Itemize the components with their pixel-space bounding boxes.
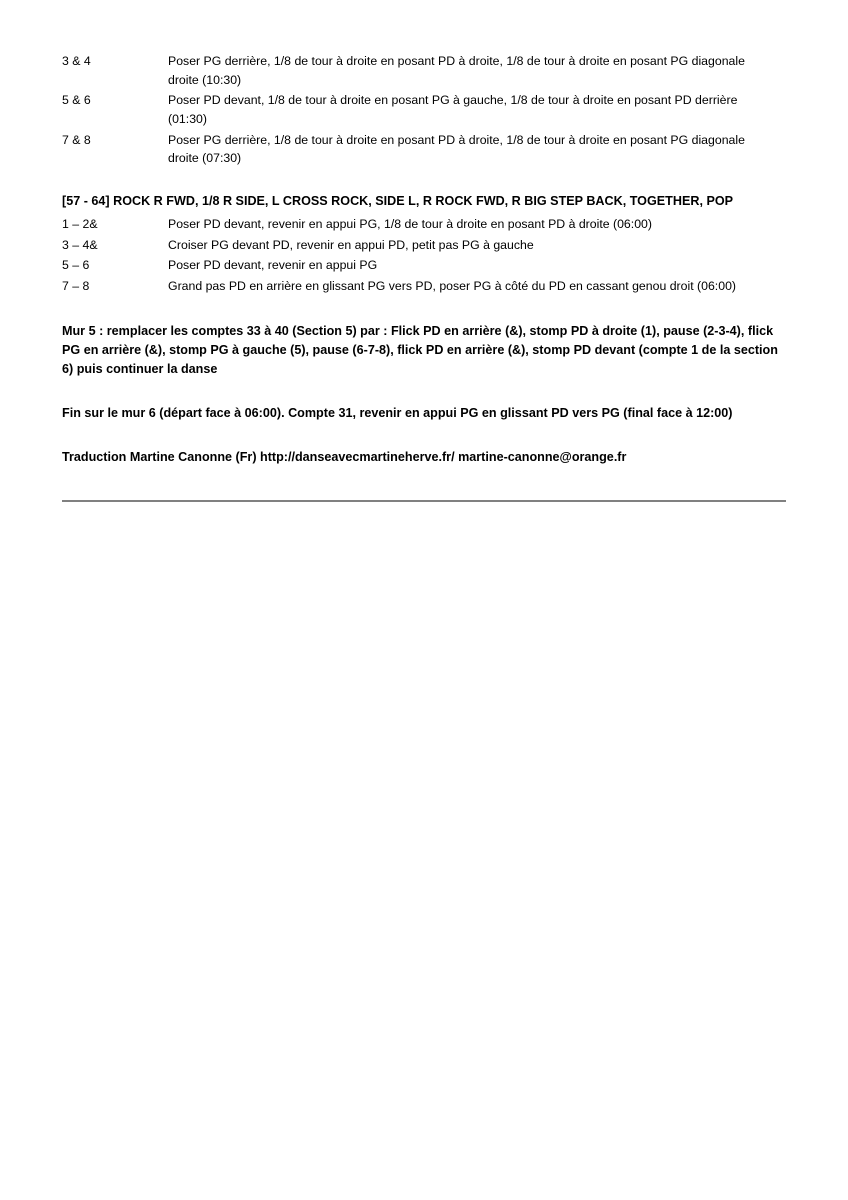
note-ending: Fin sur le mur 6 (départ face à 06:00). Compte 31, revenir en appui PG en glissant PD vers PG (final face à 12:00) <box>62 406 733 421</box>
step-count: 7 & 8 <box>62 132 91 147</box>
table-row <box>62 236 786 257</box>
step-count: 1 – 2& <box>62 217 98 232</box>
table-row <box>62 256 786 277</box>
horizontal-divider <box>62 500 786 502</box>
steps-table-group-1 <box>62 52 786 170</box>
step-count: 7 – 8 <box>62 279 90 294</box>
step-count: 5 – 6 <box>62 258 90 273</box>
step-description: Poser PD devant, revenir en appui PG, 1/8 de tour à droite en posant PD à droite (06:00) <box>168 217 652 232</box>
step-description: Poser PG derrière, 1/8 de tour à droite en posant PD à droite, 1/8 de tour à droite en posant PG diagonale droite (10:30) <box>168 54 745 87</box>
step-count: 3 & 4 <box>62 54 91 68</box>
table-row <box>62 131 786 170</box>
step-description: Poser PG derrière, 1/8 de tour à droite en posant PD à droite, 1/8 de tour à droite en posant PG diagonale droite (07:30) <box>168 132 745 166</box>
table-row <box>62 52 786 91</box>
table-row <box>62 91 786 130</box>
step-count: 5 & 6 <box>62 93 91 108</box>
table-row <box>62 215 786 236</box>
step-description: Croiser PG devant PD, revenir en appui PD, petit pas PG à gauche <box>168 237 534 252</box>
table-row <box>62 277 786 298</box>
step-description: Poser PD devant, 1/8 de tour à droite en posant PG à gauche, 1/8 de tour à droite en posant PD derrière (01:30) <box>168 93 738 127</box>
step-count: 3 – 4& <box>62 237 98 252</box>
section-heading: [57 - 64] ROCK R FWD, 1/8 R SIDE, L CROSS ROCK, SIDE L, R ROCK FWD, R BIG STEP BACK, TOGETHER, POP <box>62 194 734 209</box>
step-description: Grand pas PD en arrière en glissant PG vers PD, poser PG à côté du PD en cassant genou droit (06:00) <box>168 279 736 294</box>
steps-table-group-2 <box>62 215 786 298</box>
note-wall-5: Mur 5 : remplacer les comptes 33 à 40 (Section 5) par : Flick PD en arrière (&), stomp PD à droite (1), pause (2-3-4), flick PG en arrière (&), stomp PG à gauche (5), pause (6-7-8), flick PD en arrière (&), stomp PD devant (compte 1 de la section 6) puis continuer la danse <box>62 323 778 377</box>
translation-credit: Traduction Martine Canonne (Fr) http://danseavecmartineherve.fr/ martine-canonne@orange.fr <box>62 450 627 465</box>
step-description: Poser PD devant, revenir en appui PG <box>168 258 378 273</box>
